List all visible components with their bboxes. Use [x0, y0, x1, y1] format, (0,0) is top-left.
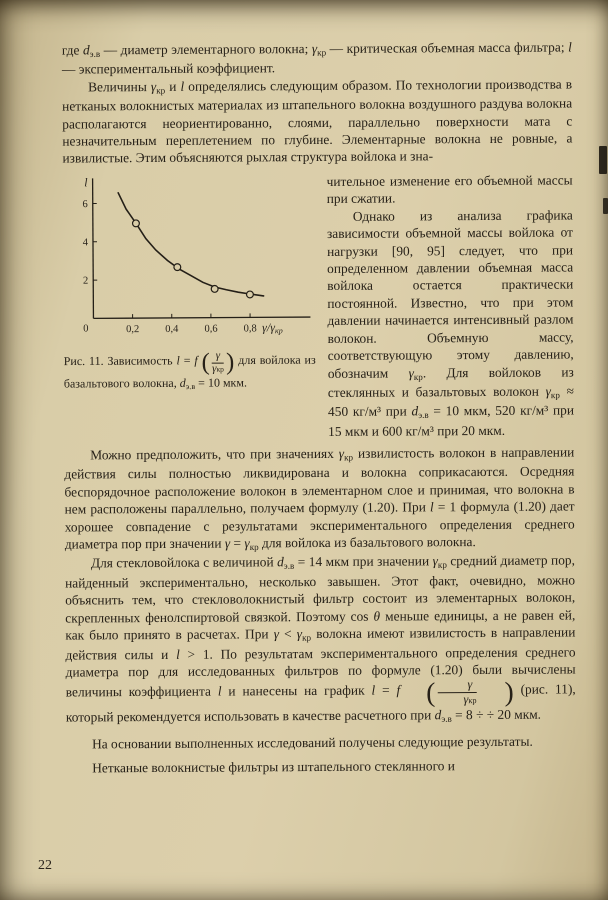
text-run: средний диаметр пор, найденный экспериментально, несколько завышен. Этот факт, очевидно, можно объяснить тем, что стекловолокнистый фильтр состоит из элементарных волокон, скрепленных фенолспиртовой связкой. Поэтому cos — [65, 552, 576, 626]
text-run: = — [230, 535, 245, 551]
x-tick-label: 0,4 — [165, 323, 179, 335]
text-run: э.в — [418, 410, 429, 421]
inline-fraction: ( $\frac{\gamma}{\text{γкр}}$ ) — [426, 676, 514, 708]
text-run: l — [568, 39, 572, 55]
text-run: f — [396, 682, 401, 698]
text-run: ≈ 450 кг/м³ при — [327, 383, 574, 420]
text-run: Для стекловойлока с величиной — [90, 554, 278, 571]
data-point — [211, 285, 218, 292]
text-run: l — [175, 646, 180, 662]
y-axis-label: l — [84, 175, 88, 190]
text-run: чительное изменение его объемной массы при сжатии. — [326, 172, 573, 207]
figure-row — [63, 171, 575, 441]
text-run: На основании выполненных исследований получены следующие результаты. — [92, 733, 533, 751]
y-tick-label: 2 — [82, 275, 89, 287]
text-run: d — [277, 554, 284, 570]
paragraph-assumption — [64, 443, 575, 555]
text-run: определялись следующим образом. По технологии производства в нетканых волокнистых материалах из штапельного волокна воздушного раздува волокна располагаются неориентированно, слоями, параллельно поверхности мата с незначительным переплетением по глубине. Элементарные волокна не ровные, а извилистые. Этим объясняются рыхлая структура войлока и зна- — [62, 76, 573, 166]
x-tick-label: 0,2 — [126, 323, 140, 336]
text-run: где — [61, 42, 83, 58]
page-number: 22 — [38, 858, 52, 873]
page-content — [62, 38, 576, 777]
text-run: Нетканые волокнистые фильтры из штапельного стеклянного и — [92, 758, 455, 776]
paragraph-results-start — [66, 756, 576, 777]
text-run: э.в — [89, 48, 101, 59]
wrap-text-column — [327, 171, 575, 440]
text-run: γ — [338, 445, 345, 461]
scan-edge-artifact — [603, 198, 608, 214]
text-run: θ — [373, 608, 381, 624]
text-run: = 10 мкм, 520 кг/м³ при 15 мкм и 600 кг/м³ при 20 мкм. — [328, 402, 575, 439]
inline-fraction: ( $\frac{\gamma}{\text{γкр}}$ ) — [201, 348, 235, 377]
text-run: f — [194, 353, 198, 368]
text-run: = — [375, 682, 397, 698]
paragraph-glass-felt — [65, 552, 576, 728]
text-run: l — [217, 683, 222, 699]
paragraph-intro — [62, 38, 572, 78]
origin-label: 0 — [83, 323, 89, 335]
text-run: кр — [302, 632, 312, 643]
text-run: d — [411, 403, 419, 419]
text-run: кр — [249, 542, 259, 553]
text-run: γ — [244, 535, 250, 551]
text-run: l — [371, 682, 376, 698]
text-run: извилистость волокон в направлении действия силы полностью ликвидирована и волокна соприкасаются. Осредняя беспорядочное расположение волокон в элементарном слое и принимая, что волокна в нем расположены параллельно, получаем формулу (1.20). При — [64, 444, 575, 517]
text-run: = — [179, 353, 195, 368]
paragraph-results-intro — [66, 732, 576, 753]
data-point — [133, 220, 140, 227]
text-run: кр — [156, 85, 166, 96]
x-tick-label: 0,6 — [204, 323, 218, 335]
y-axis — [93, 178, 94, 318]
data-point — [174, 264, 181, 271]
text-run: — диаметр элементарного волокна; — [100, 41, 312, 58]
text-run: l — [429, 499, 434, 515]
text-run: — экспериментальный коэффициент. — [61, 60, 276, 77]
text-run: кр — [437, 560, 447, 571]
text-run: э.в — [283, 561, 295, 572]
text-run: кр — [550, 389, 560, 401]
text-run: = 14 мкм при значении — [294, 553, 433, 570]
text-run: кр — [344, 452, 354, 463]
text-run: меньше единицы, а не равен ей, как было принято в расчетах. При — [65, 607, 576, 643]
figure-11 — [63, 173, 316, 394]
text-run: кр — [413, 371, 423, 382]
text-run: для войлока из базальтового волокна, — [63, 352, 316, 391]
text-run: Однако из анализа графика зависимости объемной массы войлока от нагрузки [90, 95] следует, что при определенном давлении объемная масса войлока остается практически постоянной. Известно, что при этом давлении начинается интенсивный разлом волокон. Объемную массу, соответствующую этому давлению, обозначим — [326, 207, 574, 381]
data-point — [247, 291, 254, 298]
text-run: γ — [273, 626, 280, 642]
text-run: γ — [432, 553, 438, 569]
text-run: э.в — [185, 382, 196, 392]
text-run: l — [180, 78, 185, 94]
text-run: э.в — [441, 713, 452, 725]
x-axis-label: γ/γкр — [262, 320, 283, 336]
text-run: = 8 ÷ ÷ 20 мкм. — [451, 706, 542, 723]
text-run: Можно предположить, что при значениях — [90, 445, 339, 463]
text-run: — критическая объемная масса фильтра; — [326, 39, 569, 56]
text-run: для войлока из базальтового волокна. — [258, 534, 476, 551]
text-run: γ — [296, 626, 303, 642]
paragraph-method — [62, 75, 573, 167]
text-run: = 1 формула (1.20) дает хорошее совпадение с результатами экспериментального определения среднего диаметра пор при значении — [64, 498, 575, 552]
text-run: γ — [224, 535, 231, 551]
text-run: l — [176, 353, 180, 368]
text-run: d — [179, 375, 186, 390]
y-tick-label: 4 — [82, 237, 89, 249]
text-run: = 10 мкм. — [195, 375, 247, 390]
text-run: Величины — [87, 78, 151, 95]
figure-11-caption — [64, 350, 316, 394]
text-run: γ — [408, 364, 414, 380]
figure-11-chart — [63, 173, 316, 343]
text-run: < — [278, 626, 297, 642]
text-run: (рис. 11), который рекомендуется использовать в качестве расчетного при — [65, 681, 576, 725]
text-run: волокна имеют извилистость в направлении действия силы и — [65, 624, 576, 663]
text-run: Рис. 11. Зависимость — [63, 353, 177, 368]
y-tick-label: 6 — [82, 198, 88, 210]
scan-edge-artifact — [599, 146, 607, 174]
text-run: γ — [545, 383, 551, 399]
data-curve — [118, 192, 263, 297]
text-run: > 1. По результатам экспериментального определения среднего диаметра пор для исследованных фильтров по формуле (1.20) были вычислены величины коэффициента — [65, 643, 576, 700]
x-axis — [93, 317, 310, 318]
paragraph-analysis — [327, 206, 574, 440]
paragraph-continuation — [327, 171, 573, 207]
text-run: кр — [317, 47, 327, 58]
text-run: γ — [150, 78, 157, 94]
text-run: d — [434, 707, 442, 723]
text-run: . Для войлоков из стеклянных и базальтовых волокон — [327, 363, 574, 400]
text-run: d — [82, 42, 90, 58]
text-run: и нанесены на график — [221, 682, 372, 699]
text-run: γ — [311, 41, 318, 57]
text-run: и — [165, 78, 181, 94]
x-tick-label: 0,8 — [243, 323, 257, 335]
